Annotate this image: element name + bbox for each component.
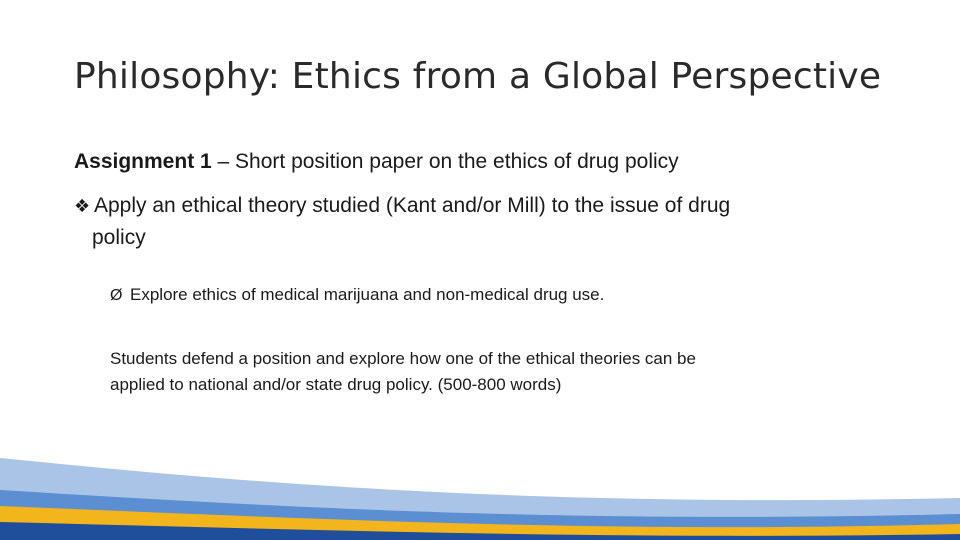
description-note (110, 346, 910, 398)
bullet-level1-line2: policy (92, 226, 146, 249)
assignment-label: Assignment 1 (74, 150, 212, 173)
assignment-line (74, 150, 679, 174)
arrow-bullet-icon: Ø (110, 287, 123, 304)
diamond-bullet-icon: ❖ (74, 196, 91, 216)
note-line2: applied to national and/or state drug policy. (500-800 words) (110, 375, 562, 394)
slide-title: Philosophy: Ethics from a Global Perspective (74, 56, 882, 97)
bullet-level1 (74, 190, 904, 253)
bullet-level2-text: Explore ethics of medical marijuana and non-medical drug use. (130, 285, 605, 304)
assignment-text: – Short position paper on the ethics of drug policy (211, 150, 679, 173)
bullet-level1-line1: Apply an ethical theory studied (Kant and/or Mill) to the issue of drug (94, 194, 731, 217)
decorative-swoosh (0, 440, 960, 540)
bullet-level2 (110, 285, 604, 305)
note-line1: Students defend a position and explore how one of the ethical theories can be (110, 349, 696, 368)
